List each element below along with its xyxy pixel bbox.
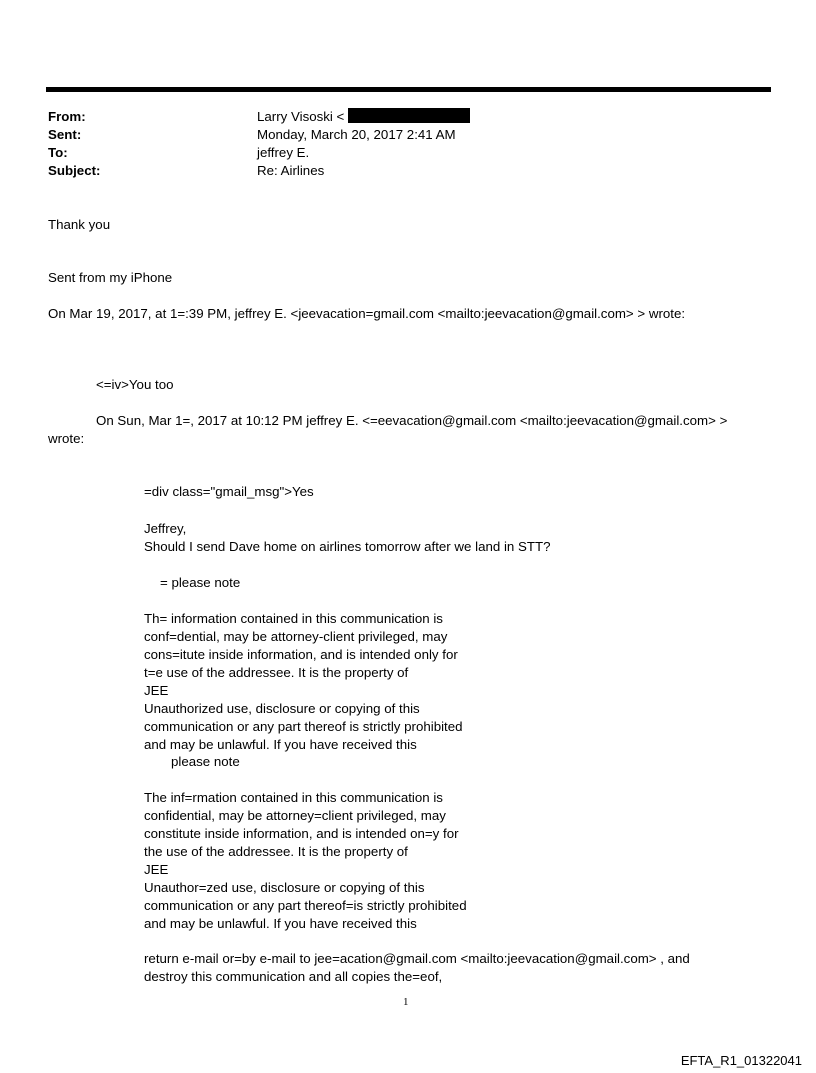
page-number: 1 (403, 996, 409, 1008)
disclaimer1-line: communication or any part thereof is strictly prohibited (144, 719, 463, 734)
return-line-1: return e-mail or=by e-mail to jee=acation@gmail.com <mailto:jeevacation@gmail.com> , and (144, 951, 690, 966)
disclaimer2-line: and may be unlawful. If you have received this (144, 916, 417, 931)
from-value (257, 108, 470, 126)
salutation: Jeffrey, (144, 521, 187, 536)
disclaimer2-line: confidential, may be attorney=client privileged, may (144, 808, 446, 823)
disclaimer2-line: JEE (144, 862, 169, 877)
disclaimer1-line: cons=itute inside information, and is intended only for (144, 647, 458, 662)
quote2-intro-line2: wrote: (48, 431, 85, 446)
disclaimer2-line: constitute inside information, and is intended on=y for (144, 826, 459, 841)
please-note-1: = please note (160, 575, 241, 590)
quote-intro: On Mar 19, 2017, at 1=:39 PM, jeffrey E. <jeevacation=gmail.com <mailto:jeevacation@gmail.com> > wrote: (48, 306, 686, 321)
quote2-intro-line1: On Sun, Mar 1=, 2017 at 10:12 PM jeffrey E. <=eevacation@gmail.com <mailto:jeevacation@gmail.com> > (96, 413, 728, 428)
disclaimer2-line: Unauthor=zed use, disclosure or copying of this (144, 880, 425, 895)
redaction-block (348, 108, 470, 123)
to-label: To: (48, 145, 68, 160)
from-name: Larry Visoski < (257, 109, 345, 124)
to-value: jeffrey E. (257, 145, 310, 160)
disclaimer2-line: the use of the addressee. It is the property of (144, 844, 408, 859)
thank-you-text: Thank you (48, 217, 111, 232)
subject-value: Re: Airlines (257, 163, 325, 178)
from-label: From: (48, 109, 86, 124)
div-yes-text: =div class="gmail_msg">Yes (144, 484, 314, 499)
sent-label: Sent: (48, 127, 82, 142)
question-text: Should I send Dave home on airlines tomorrow after we land in STT? (144, 539, 551, 554)
disclaimer1-line: t=e use of the addressee. It is the property of (144, 665, 409, 680)
disclaimer1-line: conf=dential, may be attorney-client privileged, may (144, 629, 448, 644)
disclaimer1-line: Unauthorized use, disclosure or copying of this (144, 701, 420, 716)
subject-label: Subject: (48, 163, 101, 178)
disclaimer1-line: JEE (144, 683, 169, 698)
disclaimer2-line: communication or any part thereof=is strictly prohibited (144, 898, 467, 913)
header-rule (46, 87, 771, 92)
sent-from-signature: Sent from my iPhone (48, 270, 173, 285)
disclaimer1-line: and may be unlawful. If you have received this (144, 737, 417, 752)
you-too-text: <=iv>You too (96, 377, 174, 392)
document-id: EFTA_R1_01322041 (680, 1053, 802, 1068)
please-note-2: please note (171, 754, 240, 769)
return-line-2: destroy this communication and all copies the=eof, (144, 969, 443, 984)
sent-value: Monday, March 20, 2017 2:41 AM (257, 127, 456, 142)
disclaimer2-line: The inf=rmation contained in this communication is (144, 790, 443, 805)
disclaimer1-line: Th= information contained in this communication is (144, 611, 443, 626)
